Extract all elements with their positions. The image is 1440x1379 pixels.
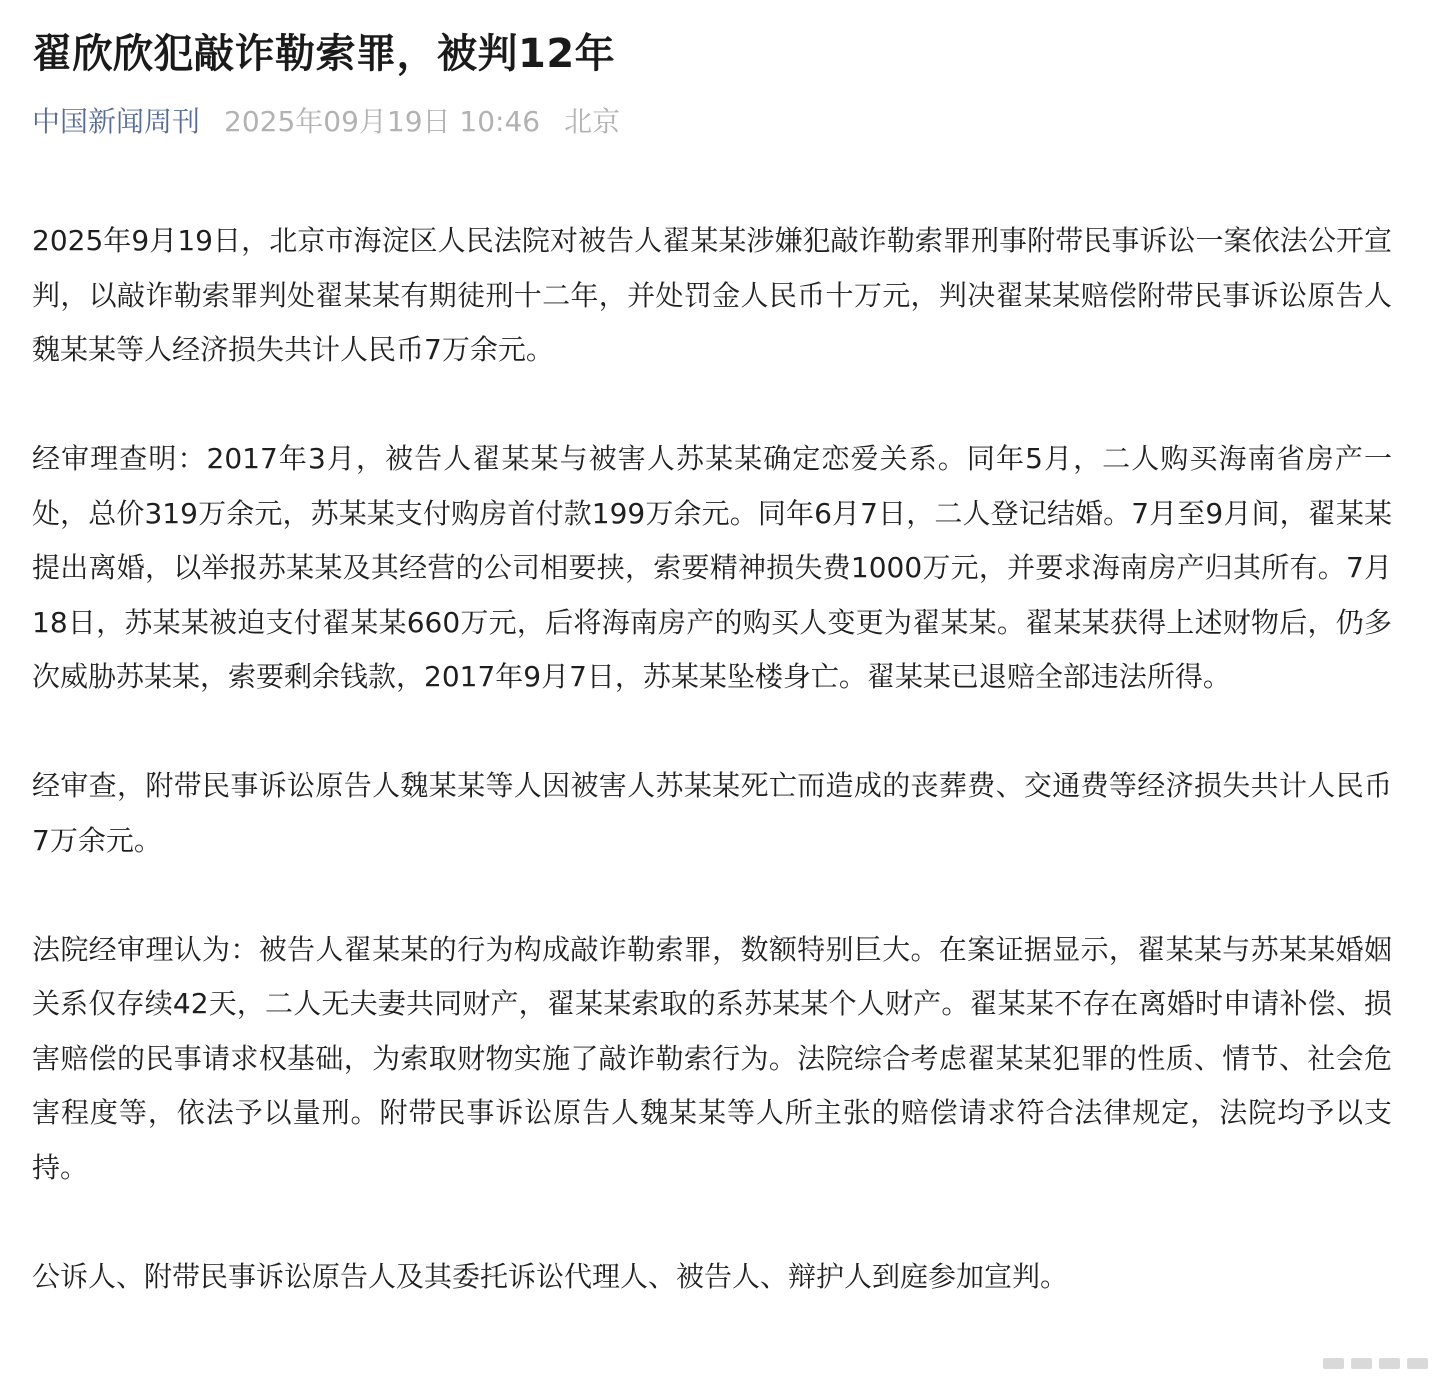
paragraph: 公诉人、附带民事诉讼原告人及其委托诉讼代理人、被告人、辩护人到庭参加宣判。 — [32, 1259, 1069, 1293]
source-link[interactable]: 中国新闻周刊 — [32, 105, 201, 138]
paragraph: 经审查，附带民事诉讼原告人魏某某等人因被害人苏某某死亡而造成的丧葬费、交通费等经济损失共计人民币7万余元。 — [32, 769, 1392, 857]
page-indicator-bar — [1323, 1358, 1344, 1369]
article-title: 翟欣欣犯敲诈勒索罪，被判12年 — [32, 31, 616, 77]
paragraph: 法院经审理认为：被告人翟某某的行为构成敲诈勒索罪，数额特别巨大。在案证据显示，翟某某与苏某某婚姻关系仅存续42天，二人无夫妻共同财产，翟某某索取的系苏某某个人财产。翟某某不存在离婚时申请补偿、损害赔偿的民事请求权基础，为索取财物实施了敲诈勒索行为。法院综合考虑翟某某犯罪的性质、情节、社会危害程度等，依法予以量刑。附带民事诉讼原告人魏某某等人所主张的赔偿请求符合法律规定，法院均予以支持。 — [32, 932, 1392, 1184]
page-indicator-icon — [1323, 1358, 1428, 1369]
page-indicator-bar — [1379, 1358, 1400, 1369]
publish-location: 北京 — [564, 105, 621, 138]
paragraph: 2025年9月19日，北京市海淀区人民法院对被告人翟某某涉嫌犯敲诈勒索罪刑事附带民事诉讼一案依法公开宣判，以敲诈勒索罪判处翟某某有期徒刑十二年，并处罚金人民币十万元，判决翟某某赔偿附带民事诉讼原告人魏某某等人经济损失共计人民币7万余元。 — [32, 224, 1392, 366]
article-body — [32, 214, 1392, 1304]
page-indicator-bar — [1351, 1358, 1372, 1369]
article — [32, 0, 1392, 1359]
page-indicator-bar — [1407, 1358, 1428, 1369]
publish-time: 2025年09月19日 10:46 — [224, 105, 541, 138]
article-meta — [32, 102, 1392, 142]
paragraph: 经审理查明：2017年3月，被告人翟某某与被害人苏某某确定恋爱关系。同年5月，二人购买海南省房产一处，总价319万余元，苏某某支付购房首付款199万余元。同年6月7日，二人登记结婚。7月至9月间，翟某某提出离婚，以举报苏某某及其经营的公司相要挟，索要精神损失费1000万元，并要求海南房产归其所有。7月18日，苏某某被迫支付翟某某660万元，后将海南房产的购买人变更为翟某某。翟某某获得上述财物后，仍多次威胁苏某某，索要剩余钱款，2017年9月7日，苏某某坠楼身亡。翟某某已退赔全部违法所得。 — [32, 442, 1392, 693]
